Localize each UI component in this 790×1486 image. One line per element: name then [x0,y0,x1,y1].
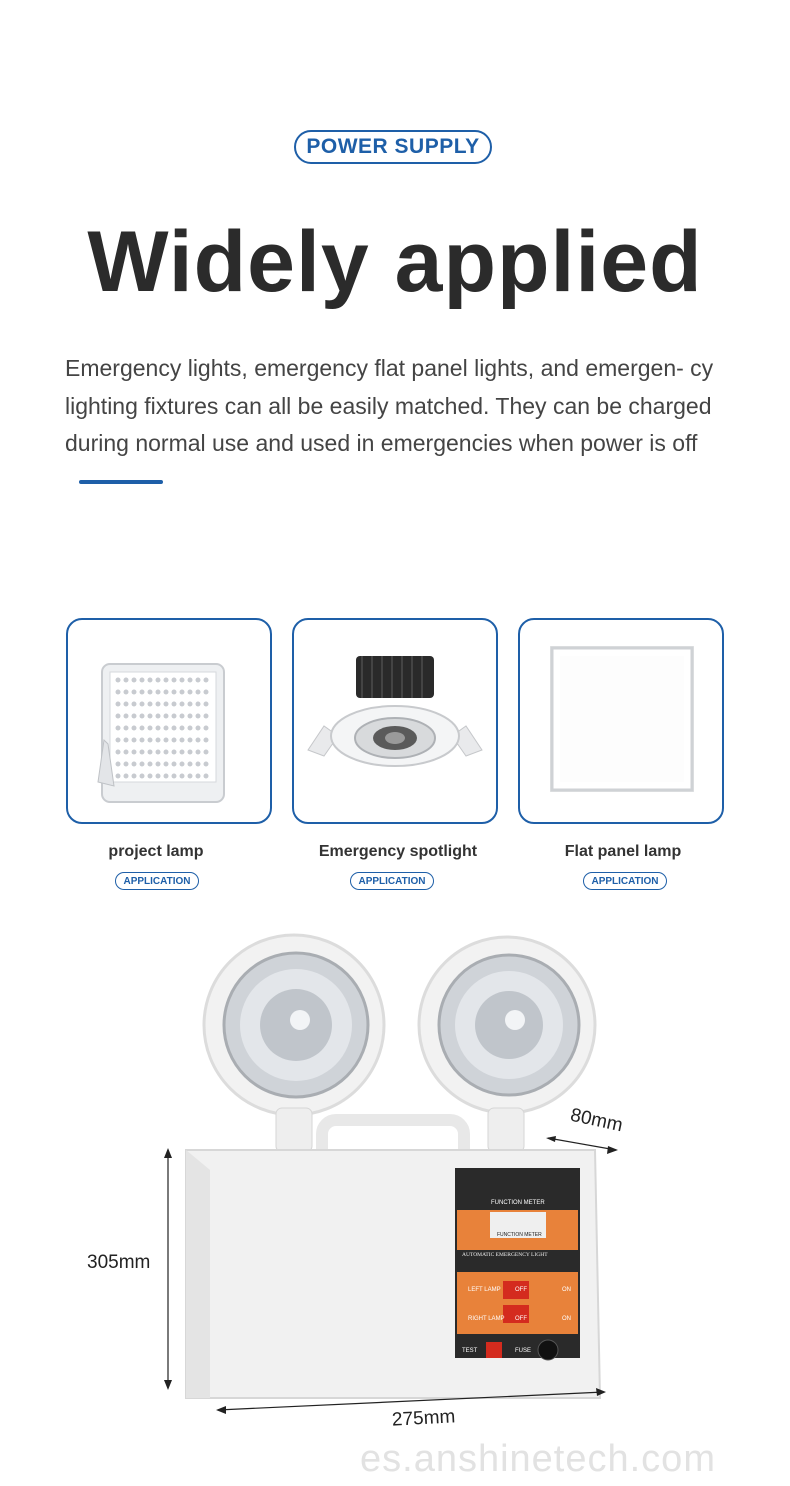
emergency-light-product [60,930,760,1440]
width-dimension: 275mm [391,1406,456,1431]
left-lamp-on: ON [562,1287,571,1293]
section-badge: POWER SUPPLY [294,130,492,164]
card-name-flat-panel-lamp: Flat panel lamp [564,843,682,860]
right-lamp-label: RIGHT LAMP [468,1316,505,1322]
left-lamp-off: OFF [515,1287,527,1293]
meter-label: FUNCTION METER [497,1232,542,1238]
height-dimension: 305mm [87,1252,151,1273]
description [65,350,725,500]
page-title: Widely applied [87,214,703,310]
application-tag[interactable]: APPLICATION [115,872,199,890]
watermark: es.anshinetech.com [360,1438,716,1480]
card-name-emergency-spotlight: Emergency spotlight [318,843,478,860]
right-lamp-off: OFF [515,1316,527,1322]
card-name-project-lamp: project lamp [108,843,204,860]
panel-title: FUNCTION METER [491,1200,545,1206]
floodlight-image [68,620,270,822]
application-tag[interactable]: APPLICATION [583,872,667,890]
application-card-project-lamp[interactable] [66,618,272,824]
accent-bar [79,480,163,484]
automatic-label: AUTOMATIC EMERGENCY LIGHT [462,1252,548,1258]
description-text: Emergency lights, emergency flat panel lights, and emergen- cy lighting fixtures can all be easily matched. They can be charged during normal use and used in emergencies when power is off [65,355,714,456]
left-lamp-label: LEFT LAMP [468,1287,501,1293]
test-label: TEST [462,1348,478,1354]
application-tag[interactable]: APPLICATION [350,872,434,890]
flat-panel-image [520,620,722,822]
depth-dimension: 80mm [568,1104,625,1137]
application-card-flat-panel-lamp[interactable] [518,618,724,824]
fuse-label: FUSE [515,1348,532,1354]
application-card-emergency-spotlight[interactable] [292,618,498,824]
right-lamp-on: ON [562,1316,571,1322]
spotlight-image [294,620,496,822]
